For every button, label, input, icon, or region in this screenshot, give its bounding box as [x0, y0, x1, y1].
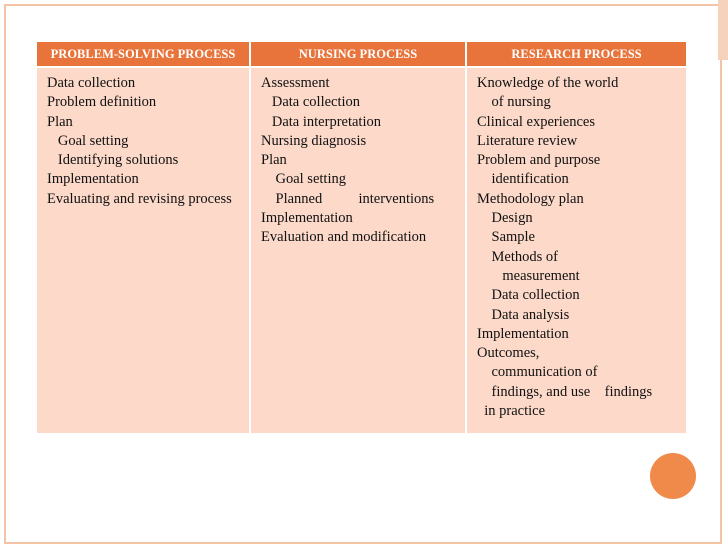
list-item: Problem definition	[47, 94, 157, 111]
list-item: measurement	[477, 267, 580, 284]
list-item: Design	[477, 210, 533, 227]
list-item: findings, and use findings	[477, 383, 653, 400]
header-research: RESEARCH PROCESS	[466, 41, 687, 67]
list-item: Identifying solutions	[47, 152, 179, 169]
header-problem-solving: PROBLEM-SOLVING PROCESS	[36, 41, 250, 67]
list-item: Outcomes,	[477, 345, 540, 362]
corner-decoration	[718, 0, 728, 60]
list-item: Clinical experiences	[477, 113, 595, 130]
list-item: Nursing diagnosis	[261, 132, 367, 149]
list-item: Goal setting	[261, 171, 346, 188]
list-item: of nursing	[477, 94, 551, 111]
list-item: Planned interventions	[261, 190, 435, 207]
list-item: Assessment	[261, 75, 330, 91]
list-item: Methodology plan	[477, 190, 584, 207]
list-item: Evaluation and modification	[261, 229, 427, 246]
list-item: Implementation	[261, 210, 353, 227]
list-item: Literature review	[477, 132, 578, 149]
list-item: Data analysis	[477, 306, 570, 323]
list-item: identification	[477, 171, 569, 188]
header-nursing: NURSING PROCESS	[250, 41, 466, 67]
list-item: Evaluating and revising process	[47, 190, 232, 207]
list-item: Goal setting	[47, 132, 129, 149]
cell-problem-solving	[36, 67, 250, 434]
table-row	[36, 67, 687, 434]
table-header-row	[36, 41, 687, 67]
list-item: Data interpretation	[261, 113, 381, 130]
list-item: Methods of	[477, 248, 558, 265]
list-item: Problem and purpose	[477, 152, 601, 169]
list-item: Implementation	[47, 171, 139, 188]
process-comparison-table	[35, 40, 688, 435]
list-item: communication of	[477, 364, 598, 381]
list-item: Data collection	[47, 75, 136, 91]
list-item: Implementation	[477, 325, 569, 342]
list-item: Plan	[47, 113, 73, 130]
list-item: Plan	[261, 152, 287, 169]
decorative-circle	[650, 453, 696, 499]
cell-research	[466, 67, 687, 434]
list-item: in practice	[477, 403, 546, 420]
list-item: Knowledge of the world	[477, 75, 619, 91]
list-item: Data collection	[477, 287, 580, 304]
list-item: Data collection	[261, 94, 361, 111]
cell-nursing	[250, 67, 466, 434]
list-item: Sample	[477, 229, 535, 246]
